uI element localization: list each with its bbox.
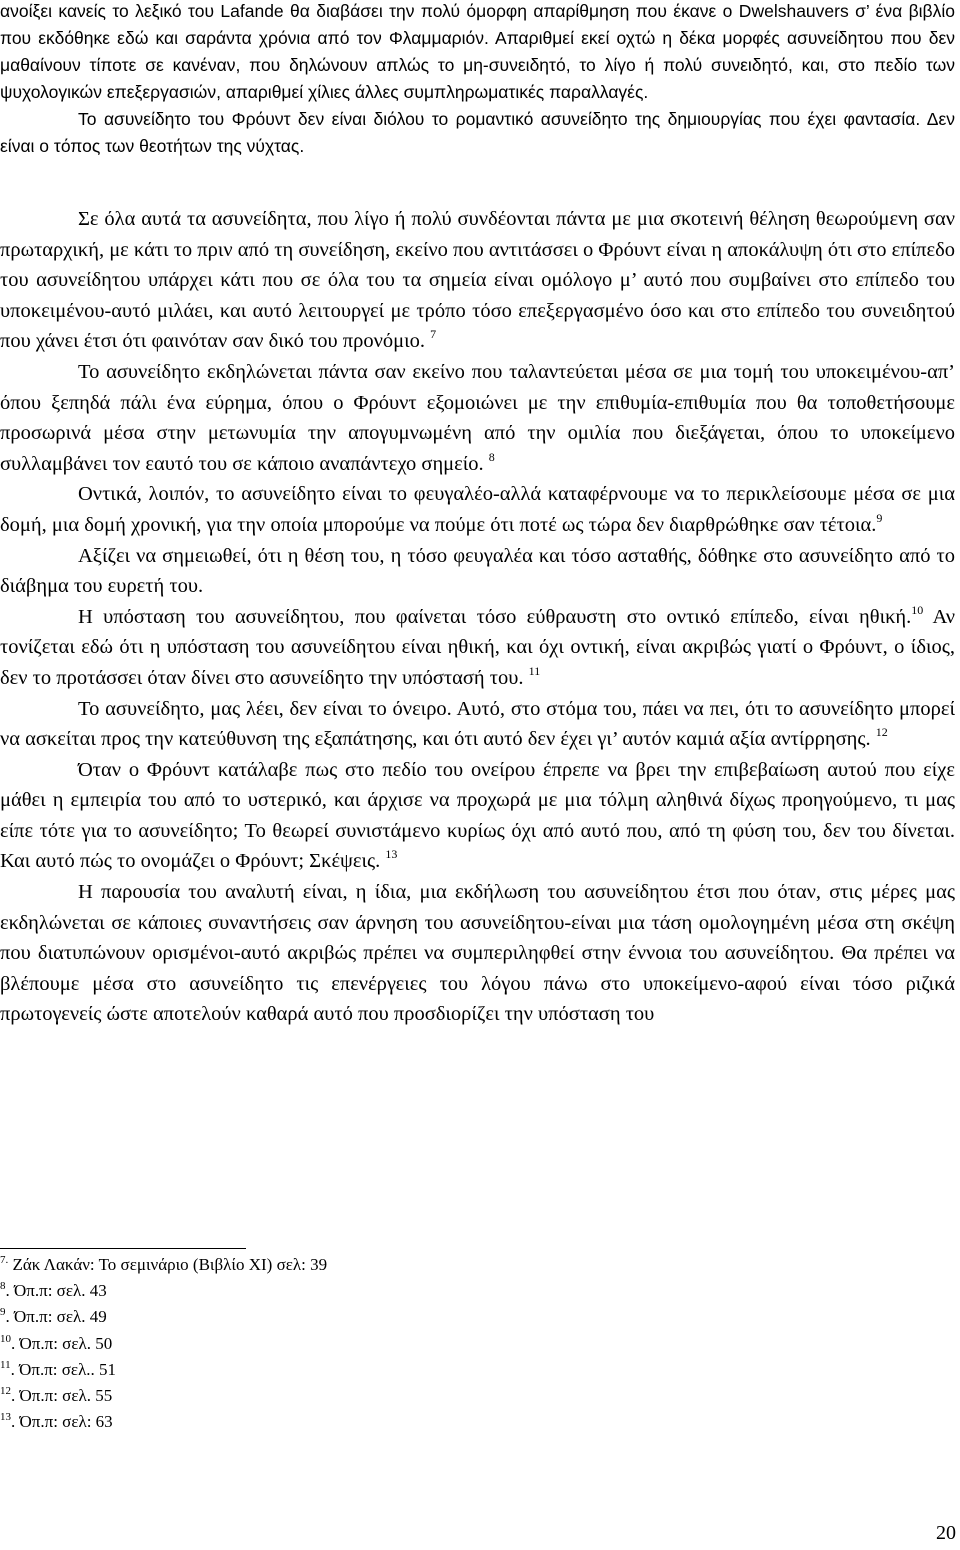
footnote-number: 13 [0,1411,11,1424]
footnote-number: 12 [0,1385,11,1398]
footnote-ref[interactable]: 7 [430,327,437,342]
footnote-ref[interactable]: 12 [875,725,888,740]
footnote-ref[interactable]: 13 [385,847,398,862]
paragraph: Το ασυνείδητο του Φρόυντ δεν είναι διόλου το ρομαντικό ασυνείδητο της δημιουργίας που έχει φαντασία. Δεν είναι ο τόπος των θεοτήτων της νύχτας. [0,109,955,156]
paragraph [0,602,955,694]
paragraph-text: Το ασυνείδητο εκδηλώνεται πάντα σαν εκείνο που ταλαντεύεται μέσα σε μια τομή του υποκειμένου-απ’ όπου ξεπηδά πάλι ένα εύρημα, όπου ο Φρόυντ εξομοιώνει με την επιθυμία-επιθυμία που θα τοποθετήσουμε προσωρινά μέσα στην μετωνυμία την απογυμνωμένη από την ομιλία που διεξάγεται, όπου το υποκείμενο συλλαμβάνει τον εαυτό του σε κάποιο αναπάντεχο σημείο. [0,360,955,475]
page-number: 20 [936,1522,956,1544]
footnote-text: . Όπ.π: σελ. 55 [11,1386,113,1406]
body-text-serif [0,204,955,1030]
footnote [0,1409,600,1435]
paragraph [0,357,955,479]
paragraph: Αξίζει να σημειωθεί, ότι η θέση του, η τόσο φευγαλέα και τόσο ασταθής, δόθηκε στο ασυνείδητο από το διάβημα του ευρετή του. [0,544,955,598]
footnote-separator [0,1248,246,1249]
paragraph-text: Όταν ο Φρόυντ κατάλαβε πως στο πεδίο του ονείρου έπρεπε να βρει την επιβεβαίωση αυτού που είχε μάθει η εμπειρία του από το υστερικό, και άρχισε να προχωρά με μια τόλμη αληθινά δίχως προηγούμενο, τι μας είπε τότε για το ασυνείδητο; Το θεωρεί συνιστάμενο κυρίως όχι από αυτό που, από τη φύση του, δεν του δίνεται. Και αυτό πώς το ονομάζει ο Φρόυντ; Σκέψεις. [0,758,955,873]
paragraph: Η παρουσία του αναλυτή είναι, η ίδια, μια εκδήλωση του ασυνείδητου έτσι που όταν, στις μέρες μας εκδηλώνεται σε κάποιες συναντήσεις σαν άρνηση του ασυνείδητου-είναι μια τάση ομολογημένη μέσα στη σκέψη που διατυπώνουν ορισμένοι-αυτό ακριβώς πρέπει να συμπεριληφθεί στην έννοια του ασυνείδητου. Θα πρέπει να βλέπουμε μέσα στο ασυνείδητο τις επενέργειες του λόγου πάνω στο υποκείμενο-αφού είναι τόσο ριζικά πρωτογενείς ώστε αποτελούν καθαρά αυτό που προσδιορίζει την υπόσταση του [0,881,955,1026]
footnote [0,1357,600,1383]
paragraph [0,694,955,755]
footnote-number: 9 [0,1306,6,1319]
footnote [0,1278,600,1304]
footnote-ref[interactable]: 8 [488,449,495,464]
footnotes [0,1252,600,1435]
footnote [0,1383,600,1409]
paragraph [0,755,955,877]
footnote-ref[interactable]: 11 [528,663,541,678]
paragraph [0,479,955,540]
footnote-text: Ζάκ Λακάν: Το σεμινάριο (Βιβλίο ΧΙ) σελ: 39 [8,1255,328,1274]
footnote-number: 8 [0,1280,6,1293]
footnote-number: 10 [0,1332,11,1345]
footnote-ref[interactable]: 10 [911,602,924,617]
paragraph: ανοίξει κανείς το λεξικό του Lafande θα διαβάσει την πολύ όμορφη απαρίθμηση που έκανε ο Dwelshauvers σ’ ένα βιβλίο που εκδόθηκε εδώ και σαράντα χρόνια από τον Φλαμμαριόν. Απαριθμεί εκεί οχτώ η δέκα μορφές ασυνείδητου που δεν μαθαίνουν τίποτε σε κανέναν, που δηλώνουν απλώς το μη-συνειδητό, το λίγο ή πολύ συνειδητό, και, στο πεδίο των ψυχολογικών επεξεργασιών, απαριθμεί χίλιες άλλες συμπληρωματικές παραλλαγές. [0,1,955,102]
body-text-sans [0,0,955,160]
footnote-ref[interactable]: 9 [876,510,883,525]
paragraph-text: Αν τονίζεται εδώ ότι η υπόσταση του ασυνείδητου είναι ηθική, και όχι οντική, είναι ακριβώς γιατί ο Φρόυντ, ο ίδιος, δεν το προτάσσει όταν δίνει στο ασυνείδητο την υπόστασή του. [0,605,956,689]
footnote-text: . Όπ.π: σελ: 63 [11,1412,113,1432]
footnote-text: . Όπ.π: σελ.. 51 [10,1359,117,1379]
paragraph [0,204,955,357]
paragraph-text: Οντικά, λοιπόν, το ασυνείδητο είναι το φευγαλέο-αλλά καταφέρνουμε να το περικλείσουμε μέσα σε μια δομή, μια δομή χρονική, για την οποία μπορούμε να πούμε ότι ποτέ ως τώρα δεν διαρθρώθηκε σαν τέτοια. [0,483,955,536]
paragraph-text: Σε όλα αυτά τα ασυνείδητα, που λίγο ή πολύ συνδέονται πάντα με μια σκοτεινή θέληση θεωρούμενη σαν πρωταρχική, με κάτι το πριν από τη συνείδηση, εκείνο που αντιτάσσει ο Φρόυντ είναι η αποκάλυψη ότι στο επίπεδο του ασυνείδητου υπάρχει κάτι που σε όλα του τα σημεία είναι ομόλογο μ’ αυτό που συμβαίνει στο επίπεδο του υποκειμένου-αυτό μιλάει, και αυτό λειτουργεί με τρόπο τόσο επεξεργασμένο όσο και στο επίπεδο του συνειδητού που χάνει έτσι ότι φαινόταν σαν δικό του προνόμιο. [0,208,956,353]
footnote-text: . Όπ.π: σελ. 50 [11,1333,113,1353]
footnote-text: . Όπ.π: σελ. 43 [5,1281,107,1301]
footnote [0,1252,600,1278]
footnote-text: . Όπ.π: σελ. 49 [5,1307,107,1327]
footnote-number: 7. [0,1254,9,1266]
footnote-number: 11 [0,1358,11,1371]
footnote [0,1304,600,1330]
paragraph-text: Η υπόσταση του ασυνείδητου, που φαίνεται τόσο εύθραυστη στο οντικό επίπεδο, είναι ηθική. [78,605,912,628]
footnote [0,1331,600,1357]
paragraph-text: Το ασυνείδητο, μας λέει, δεν είναι το όνειρο. Αυτό, στο στόμα του, πάει να πει, ότι το ασυνείδητο μπορεί να ασκείται προς την κατεύθυνση της εξαπάτησης, και ότι αυτό δεν έχει γι’ αυτόν καμιά αξία αντίρρησης. [0,697,955,751]
